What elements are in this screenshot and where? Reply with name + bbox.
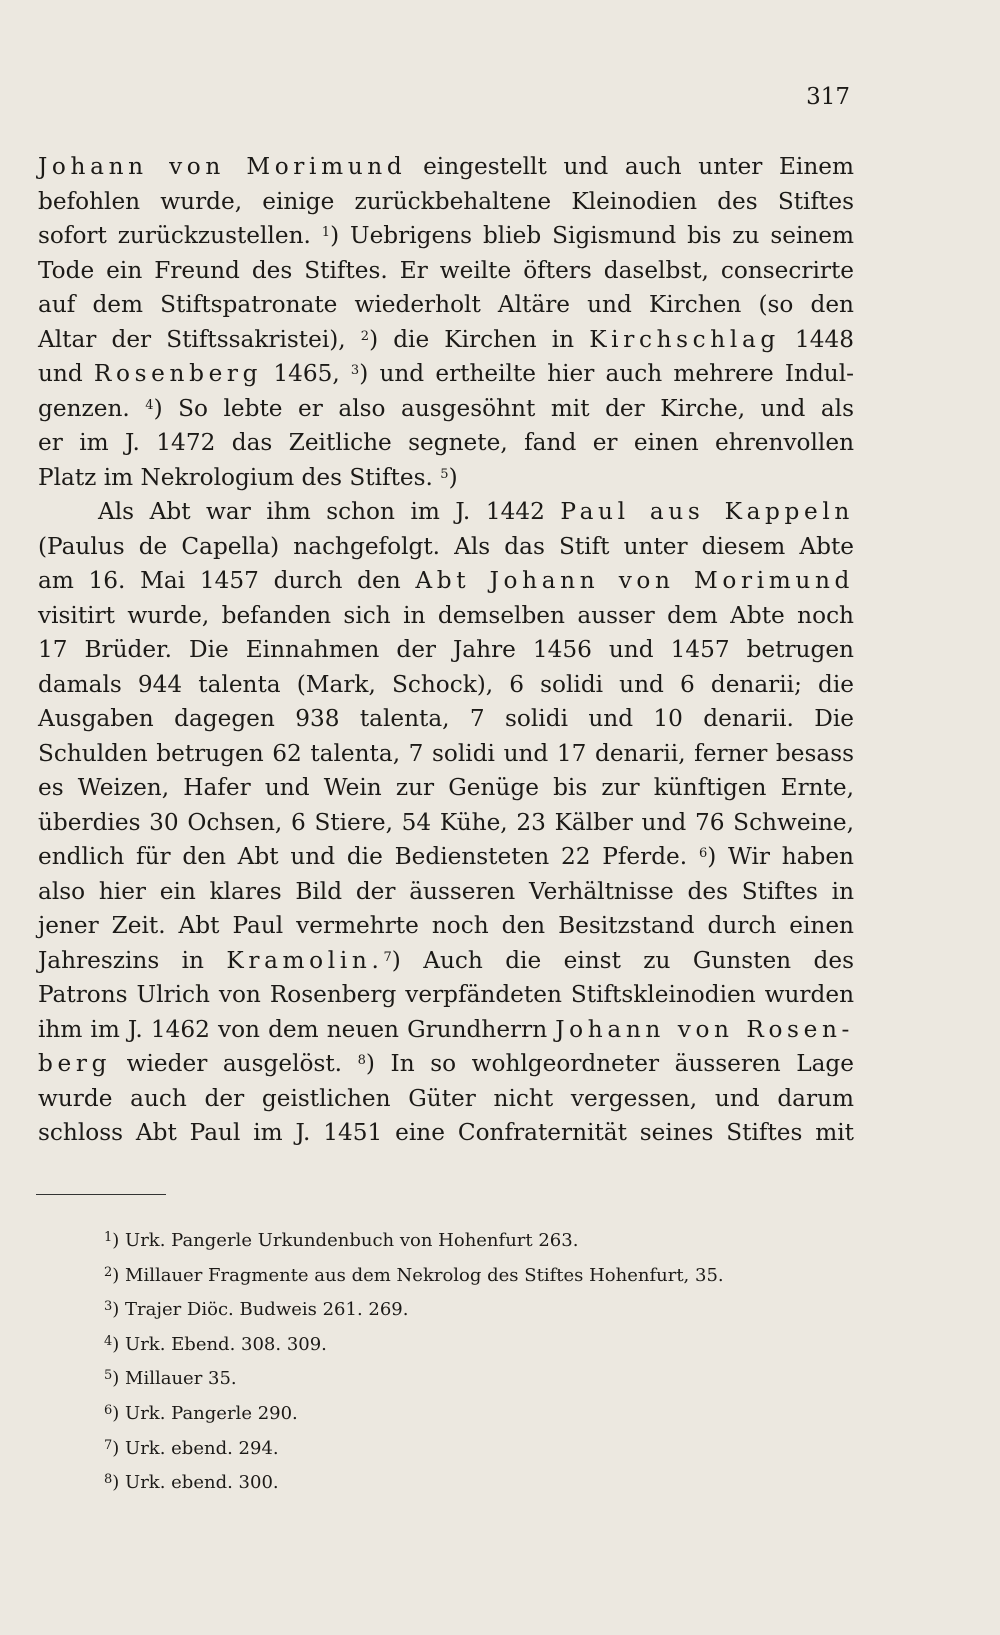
- text-run: Als Abt war ihm schon im J. 1442: [98, 498, 561, 525]
- person-name-emphasis: Abt Johann von Morimund: [415, 567, 855, 594]
- footnote: [104, 1432, 864, 1467]
- footnote-number: 1: [104, 1230, 113, 1245]
- text-line: [38, 1013, 854, 1048]
- footnote-ref: 7: [383, 949, 392, 965]
- person-name-emphasis: berg: [38, 1050, 112, 1077]
- text-line: überdies 30 Ochsen, 6 Stiere, 54 Kühe, 23 Kälber und 76 Schweine,: [38, 808, 854, 836]
- text-line: auf dem Stiftspatronate wiederholt Altäre und Kirchen (so den: [38, 291, 854, 318]
- footnote-number: 4: [104, 1333, 113, 1349]
- text-line: Tode ein Freund des Stiftes. Er weilte öfters daselbst, consecrirte: [38, 256, 854, 284]
- text-line: visitirt wurde, befanden sich in demselben ausser dem Abte noch: [38, 601, 854, 629]
- text-run: ) Wir haben: [707, 843, 854, 870]
- footnote-ref: 2: [360, 328, 370, 344]
- text-run: 1448: [779, 325, 854, 353]
- text-line: [38, 323, 854, 358]
- person-name-emphasis: Johann von Morimund: [38, 153, 407, 180]
- text-line: (Paulus de Capella) nachgefolgt. Als das Stift unter diesem Abte: [38, 532, 854, 560]
- place-name-emphasis: Rosenberg: [93, 360, 263, 387]
- footnote-ref: 1: [321, 225, 331, 240]
- text-line: [38, 461, 854, 496]
- page-number: 317: [806, 84, 850, 110]
- footnote-number: 5: [104, 1368, 113, 1384]
- text-run: Platz im Nekrologium des Stiftes.: [38, 463, 441, 491]
- text-run: eingestellt und auch unter Einem: [406, 153, 854, 180]
- text-line: damals 944 talenta (Mark, Schock), 6 solidi und 6 denarii; die: [38, 670, 854, 698]
- text-line: schloss Abt Paul im J. 1451 eine Confraternität seines Stiftes mit: [38, 1119, 854, 1146]
- footnote-ref: 4: [145, 397, 154, 413]
- text-line: es Weizen, Hafer und Wein zur Genüge bis zur künftigen Ernte,: [38, 774, 854, 801]
- footnote-text: ) Urk. Pangerle 290.: [112, 1402, 298, 1424]
- body-text: [38, 150, 854, 1151]
- footnote-ref: 5: [440, 466, 449, 482]
- footnote-number: 7: [104, 1437, 113, 1453]
- footnote-number: 2: [104, 1264, 113, 1280]
- footnote-text: ) Urk. ebend. 300.: [112, 1472, 279, 1494]
- footnote-text: ) Urk. Ebend. 308. 309.: [112, 1333, 327, 1355]
- footnote: [104, 1328, 864, 1363]
- text-run: am 16. Mai 1457 durch den: [38, 567, 416, 594]
- footnote-ref: 8: [357, 1053, 366, 1068]
- footnote: [104, 1397, 864, 1432]
- text-line: [38, 495, 854, 530]
- text-run: wieder ausgelöst.: [111, 1050, 358, 1077]
- text-line: [38, 944, 854, 979]
- text-line: also hier ein klares Bild der äusseren Verhältnisse des Stiftes in: [38, 877, 854, 905]
- person-name-emphasis: Johann von Rosen-: [555, 1015, 855, 1043]
- text-run: Jahreszins in: [38, 946, 227, 974]
- footnote: [104, 1466, 864, 1501]
- text-line: 17 Brüder. Die Einnahmen der Jahre 1456 und 1457 betrugen: [38, 636, 854, 663]
- text-line: jener Zeit. Abt Paul vermehrte noch den Besitzstand durch einen: [38, 912, 854, 939]
- footnote: [104, 1259, 864, 1294]
- place-name-emphasis: Kramolin.: [226, 946, 384, 974]
- footnote-text: ) Millauer 35.: [112, 1368, 237, 1390]
- text-run: ) Uebrigens blieb Sigismund bis zu seinem: [330, 222, 854, 249]
- text-run: und: [38, 360, 94, 387]
- text-line: er im J. 1472 das Zeitliche segnete, fand er einen ehrenvollen: [38, 429, 854, 456]
- text-run: sofort zurückzustellen.: [38, 222, 322, 249]
- footnote-ref: 6: [698, 846, 708, 861]
- text-run: ) Auch die einst zu Gunsten des: [391, 946, 854, 974]
- footnote-text: ) Trajer Diöc. Budweis 261. 269.: [112, 1299, 409, 1321]
- text-run: ) und ertheilte hier auch mehrere Indul-: [359, 360, 854, 387]
- footnote-ref: 3: [350, 363, 360, 378]
- footnote-text: ) Millauer Fragmente aus dem Nekrolog des Stiftes Hohenfurt, 35.: [112, 1264, 724, 1286]
- text-line: befohlen wurde, einige zurückbehaltene Kleinodien des Stiftes: [38, 187, 854, 215]
- person-name-emphasis: Paul aus Kappeln: [560, 498, 854, 525]
- text-line: [38, 840, 854, 875]
- text-line: [38, 219, 854, 254]
- text-line: [38, 564, 854, 599]
- footnote-divider: [36, 1194, 166, 1195]
- text-line: [38, 1047, 854, 1082]
- footnotes: [104, 1224, 864, 1501]
- text-line: [38, 392, 854, 427]
- footnote-number: 8: [104, 1472, 113, 1488]
- text-run: ) die Kirchen in: [369, 325, 590, 353]
- footnote-text: ) Urk. Pangerle Urkundenbuch von Hohenfurt 263.: [112, 1230, 579, 1251]
- text-run: endlich für den Abt und die Bediensteten 22 Pferde.: [38, 843, 699, 870]
- footnote: [104, 1362, 864, 1397]
- text-line: wurde auch der geistlichen Güter nicht vergessen, und darum: [38, 1084, 854, 1112]
- text-line: Ausgaben dagegen 938 talenta, 7 solidi und 10 denarii. Die: [38, 705, 854, 732]
- text-run: Altar der Stiftssakristei),: [38, 325, 361, 353]
- text-line: [38, 150, 854, 185]
- text-run: ): [448, 463, 458, 491]
- footnote-number: 6: [104, 1402, 113, 1418]
- footnote-number: 3: [104, 1299, 113, 1315]
- text-run: ) In so wohlgeordneter äusseren Lage: [365, 1050, 854, 1077]
- text-run: genzen.: [38, 394, 146, 422]
- text-line: Schulden betrugen 62 talenta, 7 solidi und 17 denarii, ferner besass: [38, 739, 854, 767]
- text-run: ihm im J. 1462 von dem neuen Grundherrn: [38, 1015, 556, 1043]
- footnote-text: ) Urk. ebend. 294.: [112, 1437, 279, 1459]
- place-name-emphasis: Kirchschlag: [589, 325, 780, 353]
- text-run: 1465,: [262, 360, 351, 387]
- footnote: [104, 1293, 864, 1328]
- text-run: ) So lebte er also ausgesöhnt mit der Kirche, und als: [153, 394, 854, 422]
- text-line: [38, 357, 854, 392]
- footnote: [104, 1224, 864, 1259]
- text-line: Patrons Ulrich von Rosenberg verpfändeten Stiftskleinodien wurden: [38, 981, 854, 1008]
